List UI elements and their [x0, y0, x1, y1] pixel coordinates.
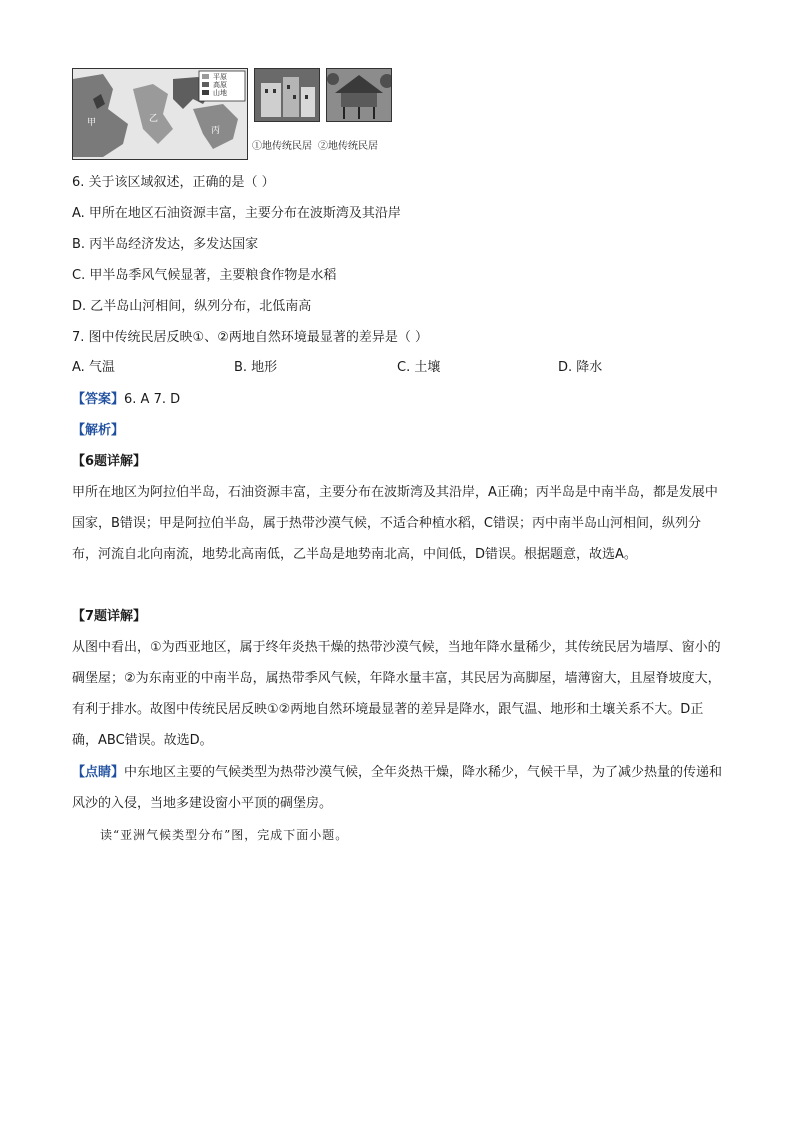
map-label-jia: 甲: [87, 118, 97, 128]
map-legend-3: 山地: [213, 89, 227, 97]
answer-label: 【答案】: [72, 392, 125, 407]
q6-option-a: A. 甲所在地区石油资源丰富，主要分布在波斯湾及其沿岸: [72, 206, 401, 221]
map-label-yi: 乙: [149, 114, 159, 124]
detail6-label: 【6题详解】: [72, 454, 147, 469]
map-legend-2: 高原: [213, 81, 227, 89]
map-legend-1: 平原: [213, 73, 227, 81]
q7-option-a: A. 气温: [72, 360, 115, 375]
tip-paragraph: [72, 757, 724, 819]
caption-dwelling-2: ②地传统民居: [318, 141, 378, 152]
map-label-bing: 丙: [211, 126, 221, 136]
caption-dwelling-1: ①地传统民居: [252, 141, 312, 152]
q6-option-c: C. 甲半岛季风气候显著，主要粮食作物是水稻: [72, 268, 337, 283]
q7-options: [72, 358, 724, 378]
tip-text: 中东地区主要的气候类型为热带沙漠气候，全年炎热干燥，降水稀少，气候干旱，为了减少热量的传递和风沙的入侵，当地多建设窗小平顶的碉堡房。: [72, 765, 723, 811]
q7-option-c: C. 土壤: [397, 360, 441, 375]
photo-dwelling-1: [254, 68, 320, 122]
q6-option-d: D. 乙半岛山河相间，纵列分布，北低南高: [72, 299, 312, 314]
detail7-label-line: [72, 607, 146, 627]
detail7-label: 【7题详解】: [72, 609, 147, 624]
analysis-label: 【解析】: [72, 423, 125, 438]
answer-text: 6. A 7. D: [124, 392, 181, 407]
next-question-intro: 读“亚洲气候类型分布”图，完成下面小题。: [100, 828, 349, 842]
photo-captions: [252, 137, 378, 152]
q7-stem: 7. 图中传统民居反映①、②两地自然环境最显著的差异是（ ）: [72, 330, 428, 345]
analysis-line: [72, 421, 124, 441]
tip-label: 【点睛】: [72, 765, 125, 780]
detail6-text: 甲所在地区为阿拉伯半岛，石油资源丰富，主要分布在波斯湾及其沿岸，A正确；丙半岛是中南半岛，都是发展中国家，B错误；甲是阿拉伯半岛，属于热带沙漠气候，不适合种植水稻，C错误；丙中南半岛山河相间，纵列分布，河流自北向南流，地势北高南低，乙半岛是地势南北高，中间低，D错误。根据题意，故选A。: [72, 485, 718, 562]
q6-stem: 6. 关于该区域叙述，正确的是（ ）: [72, 175, 275, 190]
answer-line: [72, 390, 180, 410]
q7-option-b: B. 地形: [234, 360, 278, 375]
detail6-label-line: [72, 452, 146, 472]
q6-option-b: B. 丙半岛经济发达，多发达国家: [72, 237, 259, 252]
q7-option-d: D. 降水: [558, 360, 603, 375]
photo-dwelling-2: [326, 68, 392, 122]
region-map: [72, 68, 248, 160]
detail7-text: 从图中看出，①为西亚地区，属于终年炎热干燥的热带沙漠气候，当地年降水量稀少，其传统民居为墙厚、窗小的碉堡屋；②为东南亚的中南半岛，属热带季风气候，年降水量丰富，其民居为高脚屋，墙薄窗大，且屋脊坡度大，有利于排水。故图中传统民居反映①②两地自然环境最显著的差异是降水，跟气温、地形和土壤关系不大。D正确，ABC错误。故选D。: [72, 640, 721, 748]
